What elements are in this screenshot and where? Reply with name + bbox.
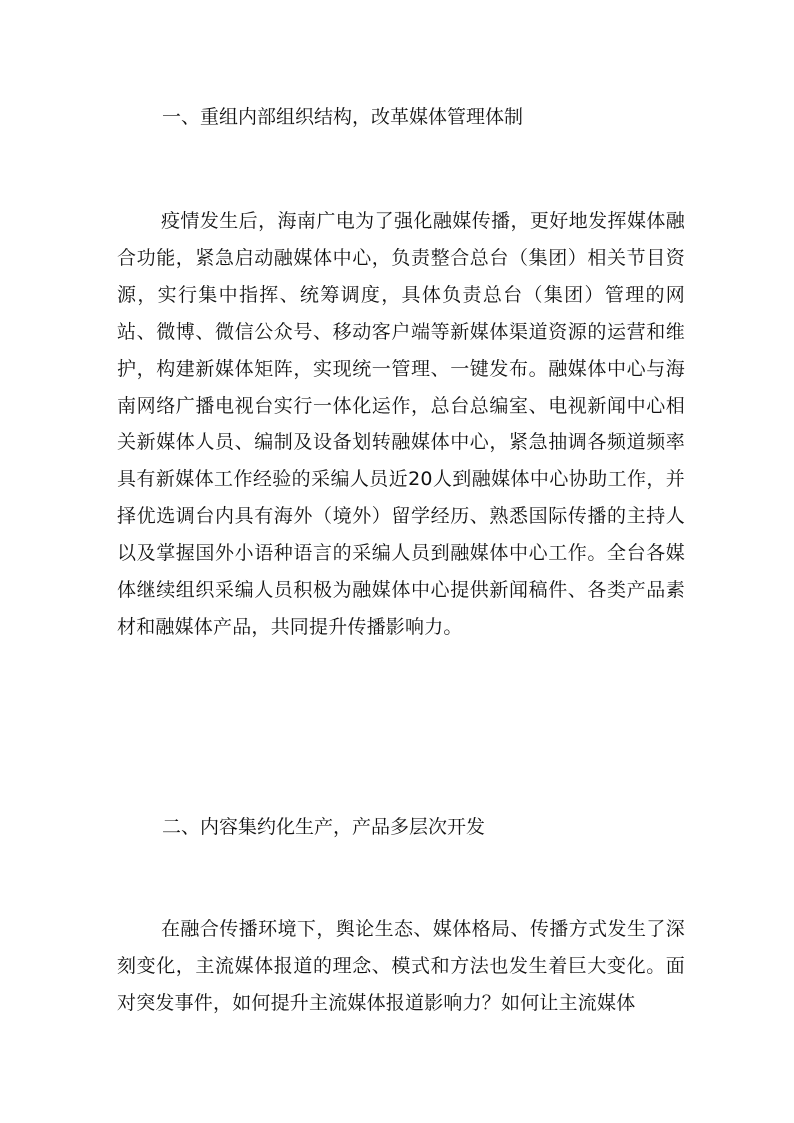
section-2-heading: 二、内容集约化生产，产品多层次开发 (162, 816, 486, 838)
section-2-paragraph: 在融合传播环境下，舆论生态、媒体格局、传播方式发生了深刻变化，主流媒体报道的理念、模式和方法也发生着巨大变化。面对突发事件，如何提升主流媒体报道影响力？如何让主流媒体 (117, 918, 685, 1014)
section-1-paragraph: 疫情发生后，海南广电为了强化融媒传播，更好地发挥媒体融合功能，紧急启动融媒体中心，负责整合总台（集团）相关节目资源，实行集中指挥、统筹调度，具体负责总台（集团）管理的网站、微博、微信公众号、移动客户端等新媒体渠道资源的运营和维护，构建新媒体矩阵，实现统一管理、一键发布。融媒体中心与海南网络广播电视台实行一体化运作，总台总编室、电视新闻中心相关新媒体人员、编制及设备划转融媒体中心，紧急抽调各频道频率具有新媒体工作经验的采编人员近20人到融媒体中心协助工作，并择优选调台内具有海外（境外）留学经历、熟悉国际传播的主持人以及掌握国外小语种语言的采编人员到融媒体中心工作。全台各媒体继续组织采编人员积极为融媒体中心提供新闻稿件、各类产品素材和融媒体产品，共同提升传播影响力。 (117, 210, 685, 638)
section-1-heading: 一、重组内部组织结构，改革媒体管理体制 (162, 106, 524, 128)
